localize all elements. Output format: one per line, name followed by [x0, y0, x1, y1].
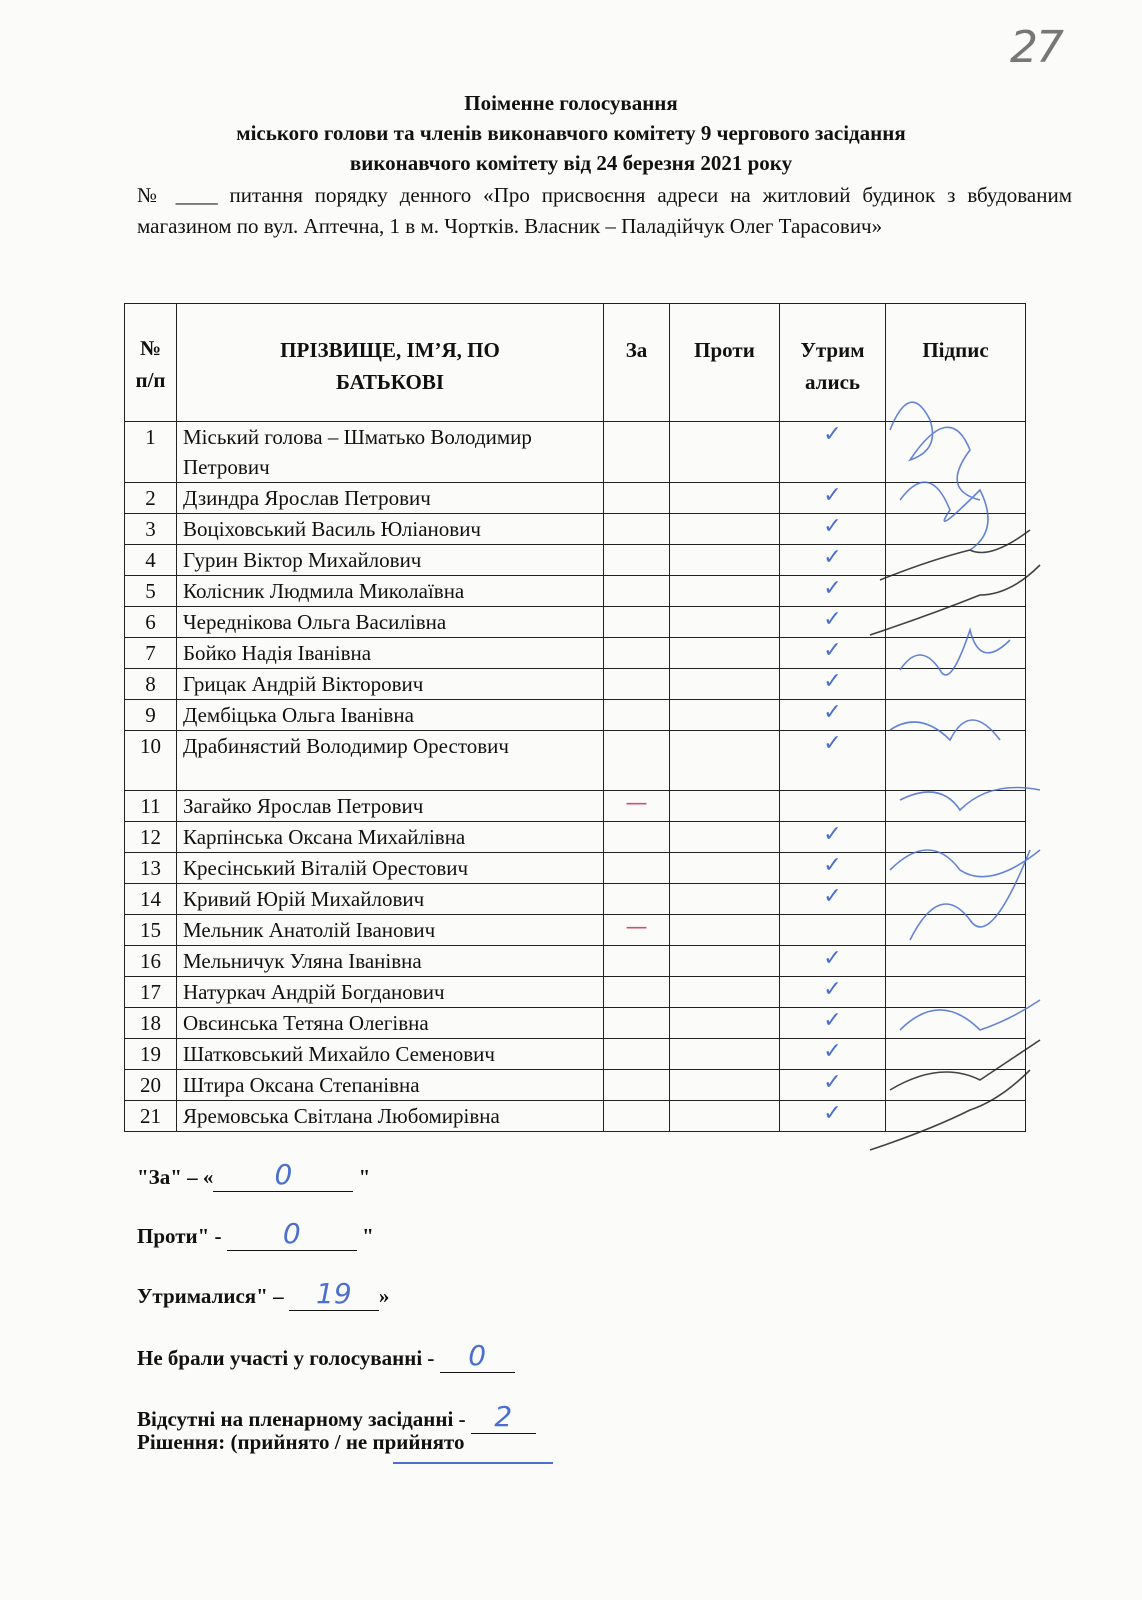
- table-row: [125, 576, 1026, 607]
- member-name: Карпінська Оксана Михайлівна: [177, 822, 604, 853]
- signature-cell: [886, 422, 1026, 483]
- vote-for-cell: [604, 1070, 670, 1101]
- vote-abstain-cell: [780, 915, 886, 946]
- summary-against: [137, 1217, 374, 1251]
- signature-cell: [886, 731, 1026, 791]
- table-row: [125, 1101, 1026, 1132]
- header-name: ПРІЗВИЩЕ, ІМ’Я, ПО БАТЬКОВІ: [177, 304, 604, 422]
- vote-abstain-cell: ✓: [780, 545, 886, 576]
- header-abstain: Утрим ались: [780, 304, 886, 422]
- row-number: 3: [125, 514, 177, 545]
- signature-cell: [886, 791, 1026, 822]
- vote-abstain-cell: ✓: [780, 514, 886, 545]
- signature-cell: [886, 884, 1026, 915]
- signature-cell: [886, 1039, 1026, 1070]
- vote-for-cell: [604, 884, 670, 915]
- row-number: 12: [125, 822, 177, 853]
- vote-against-cell: [670, 1101, 780, 1132]
- vote-against-cell: [670, 638, 780, 669]
- row-number: 20: [125, 1070, 177, 1101]
- signature-cell: [886, 1101, 1026, 1132]
- vote-against-cell: [670, 1008, 780, 1039]
- vote-for-cell: [604, 1101, 670, 1132]
- row-number: 21: [125, 1101, 177, 1132]
- summary-absent-value: 2: [494, 1400, 513, 1433]
- summary-abstain: [137, 1277, 389, 1311]
- vote-for-cell: —: [604, 791, 670, 822]
- signature-cell: [886, 576, 1026, 607]
- vote-for-cell: [604, 669, 670, 700]
- row-number: 19: [125, 1039, 177, 1070]
- table-row: [125, 607, 1026, 638]
- vote-against-cell: [670, 483, 780, 514]
- vote-for-cell: [604, 853, 670, 884]
- vote-against-cell: [670, 915, 780, 946]
- vote-abstain-cell: ✓: [780, 731, 886, 791]
- vote-against-cell: [670, 422, 780, 483]
- title-line-2: міського голови та членів виконавчого комітету 9 чергового засідання: [236, 121, 906, 145]
- table-row: [125, 853, 1026, 884]
- table-row: [125, 1039, 1026, 1070]
- vote-abstain-cell: ✓: [780, 822, 886, 853]
- vote-abstain-cell: ✓: [780, 1070, 886, 1101]
- vote-for-cell: [604, 545, 670, 576]
- summary-nonpart-value: 0: [468, 1339, 487, 1372]
- member-name: Мельничук Уляна Іванівна: [177, 946, 604, 977]
- vote-against-cell: [670, 607, 780, 638]
- table-row: [125, 946, 1026, 977]
- issue-text: питання порядку денного «Про присвоєння адреси на житловий будинок з вбудованим магазином по вул. Аптечна, 1 в м. Чортків. Власник – Паладійчук Олег Тарасович»: [137, 183, 1072, 238]
- table-row: [125, 977, 1026, 1008]
- issue-number: № ____: [137, 183, 218, 207]
- table-row: [125, 545, 1026, 576]
- table-row: [125, 514, 1026, 545]
- vote-against-cell: [670, 576, 780, 607]
- vote-against-cell: [670, 700, 780, 731]
- table-row: [125, 884, 1026, 915]
- row-number: 16: [125, 946, 177, 977]
- summary-absent-label: Відсутні на пленарному засіданні -: [137, 1407, 471, 1431]
- decision-underline: [393, 1462, 553, 1464]
- signature-cell: [886, 977, 1026, 1008]
- summary-abstain-label-end: »: [378, 1284, 390, 1308]
- table-row: [125, 700, 1026, 731]
- member-name: Кривий Юрій Михайлович: [177, 884, 604, 915]
- signature-cell: [886, 1008, 1026, 1039]
- signature-cell: [886, 545, 1026, 576]
- vote-for-cell: [604, 1039, 670, 1070]
- summary-for: [137, 1158, 370, 1192]
- row-number: 1: [125, 422, 177, 483]
- table-row: [125, 915, 1026, 946]
- vote-against-cell: [670, 514, 780, 545]
- vote-for-cell: [604, 422, 670, 483]
- vote-for-cell: [604, 946, 670, 977]
- member-name: Дзиндра Ярослав Петрович: [177, 483, 604, 514]
- signature-cell: [886, 607, 1026, 638]
- vote-for-cell: [604, 483, 670, 514]
- signature-cell: [886, 915, 1026, 946]
- member-name: Бойко Надія Іванівна: [177, 638, 604, 669]
- member-name: Овсинська Тетяна Олегівна: [177, 1008, 604, 1039]
- header-against: Проти: [670, 304, 780, 422]
- vote-for-cell: [604, 638, 670, 669]
- row-number: 10: [125, 731, 177, 791]
- vote-against-cell: [670, 545, 780, 576]
- header-signature: Підпис: [886, 304, 1026, 422]
- table-row: [125, 483, 1026, 514]
- vote-abstain-cell: ✓: [780, 483, 886, 514]
- voting-table: [124, 303, 1026, 1132]
- summary-against-label: Проти" -: [137, 1224, 227, 1248]
- member-name: Кресінський Віталій Орестович: [177, 853, 604, 884]
- signature-cell: [886, 638, 1026, 669]
- table-row: [125, 422, 1026, 483]
- summary-nonparticipating: [137, 1339, 515, 1373]
- row-number: 4: [125, 545, 177, 576]
- vote-abstain-cell: ✓: [780, 1101, 886, 1132]
- summary-against-value: 0: [282, 1217, 301, 1250]
- title-line-3: виконавчого комітету від 24 березня 2021 року: [349, 151, 793, 175]
- vote-against-cell: [670, 1039, 780, 1070]
- table-row: [125, 1070, 1026, 1101]
- vote-for-cell: [604, 514, 670, 545]
- row-number: 17: [125, 977, 177, 1008]
- table-row: [125, 669, 1026, 700]
- vote-for-cell: [604, 607, 670, 638]
- vote-abstain-cell: ✓: [780, 638, 886, 669]
- signature-cell: [886, 946, 1026, 977]
- member-name: Мельник Анатолій Іванович: [177, 915, 604, 946]
- signature-cell: [886, 669, 1026, 700]
- table-row: [125, 731, 1026, 791]
- table-row: [125, 791, 1026, 822]
- vote-abstain-cell: ✓: [780, 1008, 886, 1039]
- summary-for-label-end: ": [353, 1165, 371, 1189]
- vote-abstain-cell: ✓: [780, 422, 886, 483]
- signature-cell: [886, 822, 1026, 853]
- member-name: Дембіцька Ольга Іванівна: [177, 700, 604, 731]
- vote-abstain-cell: ✓: [780, 946, 886, 977]
- vote-against-cell: [670, 791, 780, 822]
- summary-for-label: "За" – «: [137, 1165, 214, 1189]
- member-name: Натуркач Андрій Богданович: [177, 977, 604, 1008]
- member-name: Шатковський Михайло Семенович: [177, 1039, 604, 1070]
- table-row: [125, 1008, 1026, 1039]
- vote-abstain-cell: ✓: [780, 669, 886, 700]
- vote-for-cell: —: [604, 915, 670, 946]
- title-line-1: Поіменне голосування: [464, 91, 678, 115]
- vote-abstain-cell: ✓: [780, 884, 886, 915]
- row-number: 18: [125, 1008, 177, 1039]
- vote-against-cell: [670, 731, 780, 791]
- vote-against-cell: [670, 669, 780, 700]
- vote-abstain-cell: ✓: [780, 607, 886, 638]
- signature-cell: [886, 700, 1026, 731]
- vote-abstain-cell: [780, 791, 886, 822]
- vote-against-cell: [670, 822, 780, 853]
- summary-for-value: 0: [274, 1158, 293, 1191]
- member-name: Драбинястий Володимир Орестович: [177, 731, 604, 791]
- row-number: 2: [125, 483, 177, 514]
- row-number: 7: [125, 638, 177, 669]
- member-name: Яремовська Світлана Любомирівна: [177, 1101, 604, 1132]
- vote-for-cell: [604, 822, 670, 853]
- member-name: Штира Оксана Степанівна: [177, 1070, 604, 1101]
- page-number: 27: [1010, 22, 1062, 73]
- vote-against-cell: [670, 977, 780, 1008]
- vote-for-cell: [604, 731, 670, 791]
- member-name: Колісник Людмила Миколаївна: [177, 576, 604, 607]
- vote-for-cell: [604, 700, 670, 731]
- member-name: Загайко Ярослав Петрович: [177, 791, 604, 822]
- member-name: Гурин Віктор Михайлович: [177, 545, 604, 576]
- decision-label: Рішення: (прийнято / не прийнято: [137, 1430, 465, 1454]
- signature-cell: [886, 514, 1026, 545]
- row-number: 13: [125, 853, 177, 884]
- summary-decision: [137, 1430, 464, 1455]
- signature-cell: [886, 1070, 1026, 1101]
- signature-cell: [886, 853, 1026, 884]
- header-num: № п/п: [125, 304, 177, 422]
- member-name: Грицак Андрій Вікторович: [177, 669, 604, 700]
- row-number: 8: [125, 669, 177, 700]
- vote-abstain-cell: ✓: [780, 576, 886, 607]
- row-number: 14: [125, 884, 177, 915]
- row-number: 11: [125, 791, 177, 822]
- vote-against-cell: [670, 853, 780, 884]
- summary-nonpart-label: Не брали участі у голосуванні -: [137, 1346, 440, 1370]
- member-name: Череднікова Ольга Василівна: [177, 607, 604, 638]
- summary-against-label-end: ": [356, 1224, 374, 1248]
- signature-cell: [886, 483, 1026, 514]
- vote-abstain-cell: ✓: [780, 977, 886, 1008]
- vote-abstain-cell: ✓: [780, 700, 886, 731]
- summary-absent: [137, 1400, 536, 1434]
- agenda-issue: [137, 180, 1072, 242]
- vote-against-cell: [670, 884, 780, 915]
- member-name: Міський голова – Шматько Володимир Петрович: [177, 422, 604, 483]
- vote-against-cell: [670, 946, 780, 977]
- vote-for-cell: [604, 977, 670, 1008]
- table-row: [125, 822, 1026, 853]
- vote-for-cell: [604, 576, 670, 607]
- row-number: 6: [125, 607, 177, 638]
- table-row: [125, 638, 1026, 669]
- row-number: 5: [125, 576, 177, 607]
- vote-against-cell: [670, 1070, 780, 1101]
- vote-for-cell: [604, 1008, 670, 1039]
- vote-abstain-cell: ✓: [780, 1039, 886, 1070]
- member-name: Воціховський Василь Юліанович: [177, 514, 604, 545]
- summary-abstain-value: 19: [316, 1277, 352, 1310]
- header-for: За: [604, 304, 670, 422]
- summary-abstain-label: Утрималися" –: [137, 1284, 289, 1308]
- vote-abstain-cell: ✓: [780, 853, 886, 884]
- row-number: 9: [125, 700, 177, 731]
- row-number: 15: [125, 915, 177, 946]
